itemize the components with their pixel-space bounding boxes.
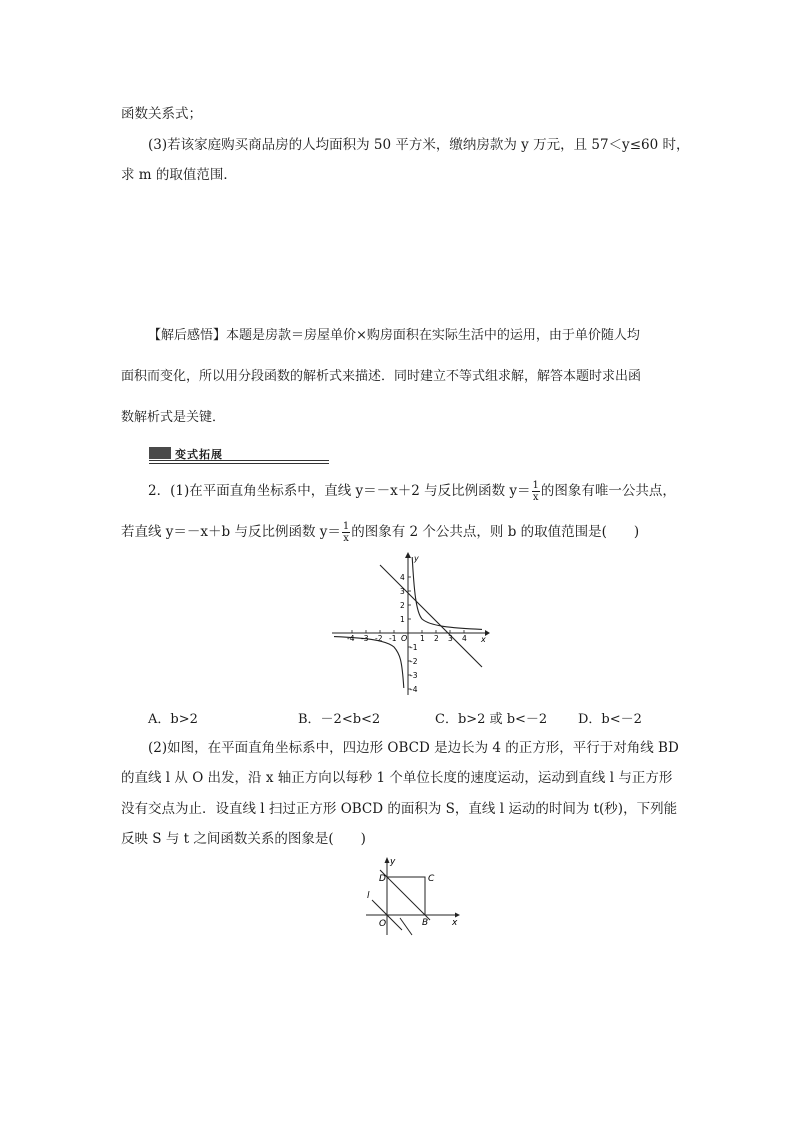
- y-axis-label: y: [414, 554, 419, 563]
- y-axis-arrow-icon: [405, 552, 411, 558]
- x-axis-arrow-icon: [455, 913, 460, 918]
- question-2-2-line: 没有交点为止．设直线 l 扫过正方形 OBCD 的面积为 S，直线 l 运动的时间为 t(秒)，下列能: [121, 801, 678, 817]
- x-tick-label: -1: [389, 634, 397, 643]
- option-d: D．b<－2: [578, 712, 642, 727]
- fraction: [532, 480, 540, 503]
- y-tick-label: 4: [400, 573, 405, 582]
- fraction-denominator: x: [343, 533, 349, 544]
- x-tick-label: 3: [448, 634, 453, 643]
- reflection-line: 【解后感悟】本题是房款＝房屋单价×购房面积在实际生活中的运用，由于单价随人均: [148, 328, 640, 343]
- origin-label: O: [401, 634, 408, 643]
- reflection-line: 数解析式是关键．: [121, 410, 226, 425]
- y-label: y: [390, 857, 396, 867]
- o-label: O: [379, 919, 387, 929]
- section-banner: [149, 445, 329, 461]
- l-label: l: [367, 891, 370, 901]
- option-b: B．－2<b<2: [298, 712, 381, 727]
- question-2-line-1: [148, 480, 676, 503]
- banner-rule: [149, 463, 329, 464]
- banner-rule: [149, 460, 329, 461]
- banner-block: [149, 447, 171, 459]
- text-line: 求 m 的取值范围．: [121, 167, 237, 183]
- question-2-2-line: (2)如图，在平面直角坐标系中，四边形 OBCD 是边长为 4 的正方形，平行于对角线 BD: [148, 740, 679, 756]
- banner-label: 变式拓展: [175, 448, 223, 461]
- question-2-line-2: [121, 521, 639, 544]
- text-line: 函数关系式；: [121, 106, 202, 122]
- fraction-denominator: x: [532, 492, 539, 503]
- x-tick-label: 2: [434, 634, 439, 643]
- b-label: B: [422, 918, 429, 928]
- c-label: C: [428, 874, 435, 884]
- square-diagram: [360, 855, 460, 940]
- hyperbola-branch-2: [334, 637, 404, 688]
- question-2-2-line: 的直线 l 从 O 出发，沿 x 轴正方向以每秒 1 个单位长度的速度运动，运动到直线 l 与正方形: [121, 770, 673, 786]
- option-c: C．b>2 或 b<－2: [435, 712, 548, 727]
- d-label: D: [379, 874, 386, 884]
- function-graph: [330, 550, 490, 700]
- fraction-numerator: 1: [342, 521, 350, 532]
- text-segment: 的图象有唯一公共点，: [540, 482, 676, 499]
- y-tick-label: -2: [410, 657, 418, 666]
- y-tick-label: -1: [410, 643, 418, 652]
- line-extension: [400, 918, 412, 935]
- y-tick-label: -3: [410, 671, 418, 680]
- option-a: A．b>2: [148, 712, 198, 727]
- text-segment: 若直线 y＝－x＋b 与反比例函数 y＝: [121, 523, 341, 540]
- x-label: x: [452, 918, 458, 928]
- y-tick-label: 3: [400, 587, 405, 596]
- x-tick-label: 1: [420, 634, 425, 643]
- x-tick-label: 4: [462, 634, 467, 643]
- straight-line: [380, 565, 482, 667]
- question-3-text: (3)若该家庭购买商品房的人均面积为 50 平方米，缴纳房款为 y 万元，且 57＜y≤60 时，: [148, 137, 690, 153]
- y-tick-label: 2: [400, 601, 405, 610]
- y-tick-label: 1: [400, 615, 405, 624]
- x-axis-label: x: [481, 635, 486, 644]
- fraction-numerator: 1: [532, 480, 539, 491]
- x-tick-label: -2: [375, 634, 383, 643]
- fraction: [342, 521, 350, 544]
- hyperbola-branch-1: [412, 557, 482, 629]
- x-tick-label: -3: [361, 634, 369, 643]
- text-segment: 的图象有 2 个公共点，则 b 的取值范围是( ): [351, 523, 640, 540]
- x-tick-label: -4: [347, 634, 355, 643]
- x-axis-arrow-icon: [485, 630, 490, 636]
- question-2-2-line: 反映 S 与 t 之间函数关系的图象是( ): [121, 831, 366, 847]
- reflection-line: 面积而变化，所以用分段函数的解析式来描述．同时建立不等式组求解，解答本题时求出函: [121, 369, 642, 384]
- y-axis-arrow-icon: [385, 857, 390, 863]
- text-segment: 2．(1)在平面直角坐标系中，直线 y＝－x＋2 与反比例函数 y＝: [148, 482, 531, 499]
- y-tick-label: -4: [410, 685, 418, 694]
